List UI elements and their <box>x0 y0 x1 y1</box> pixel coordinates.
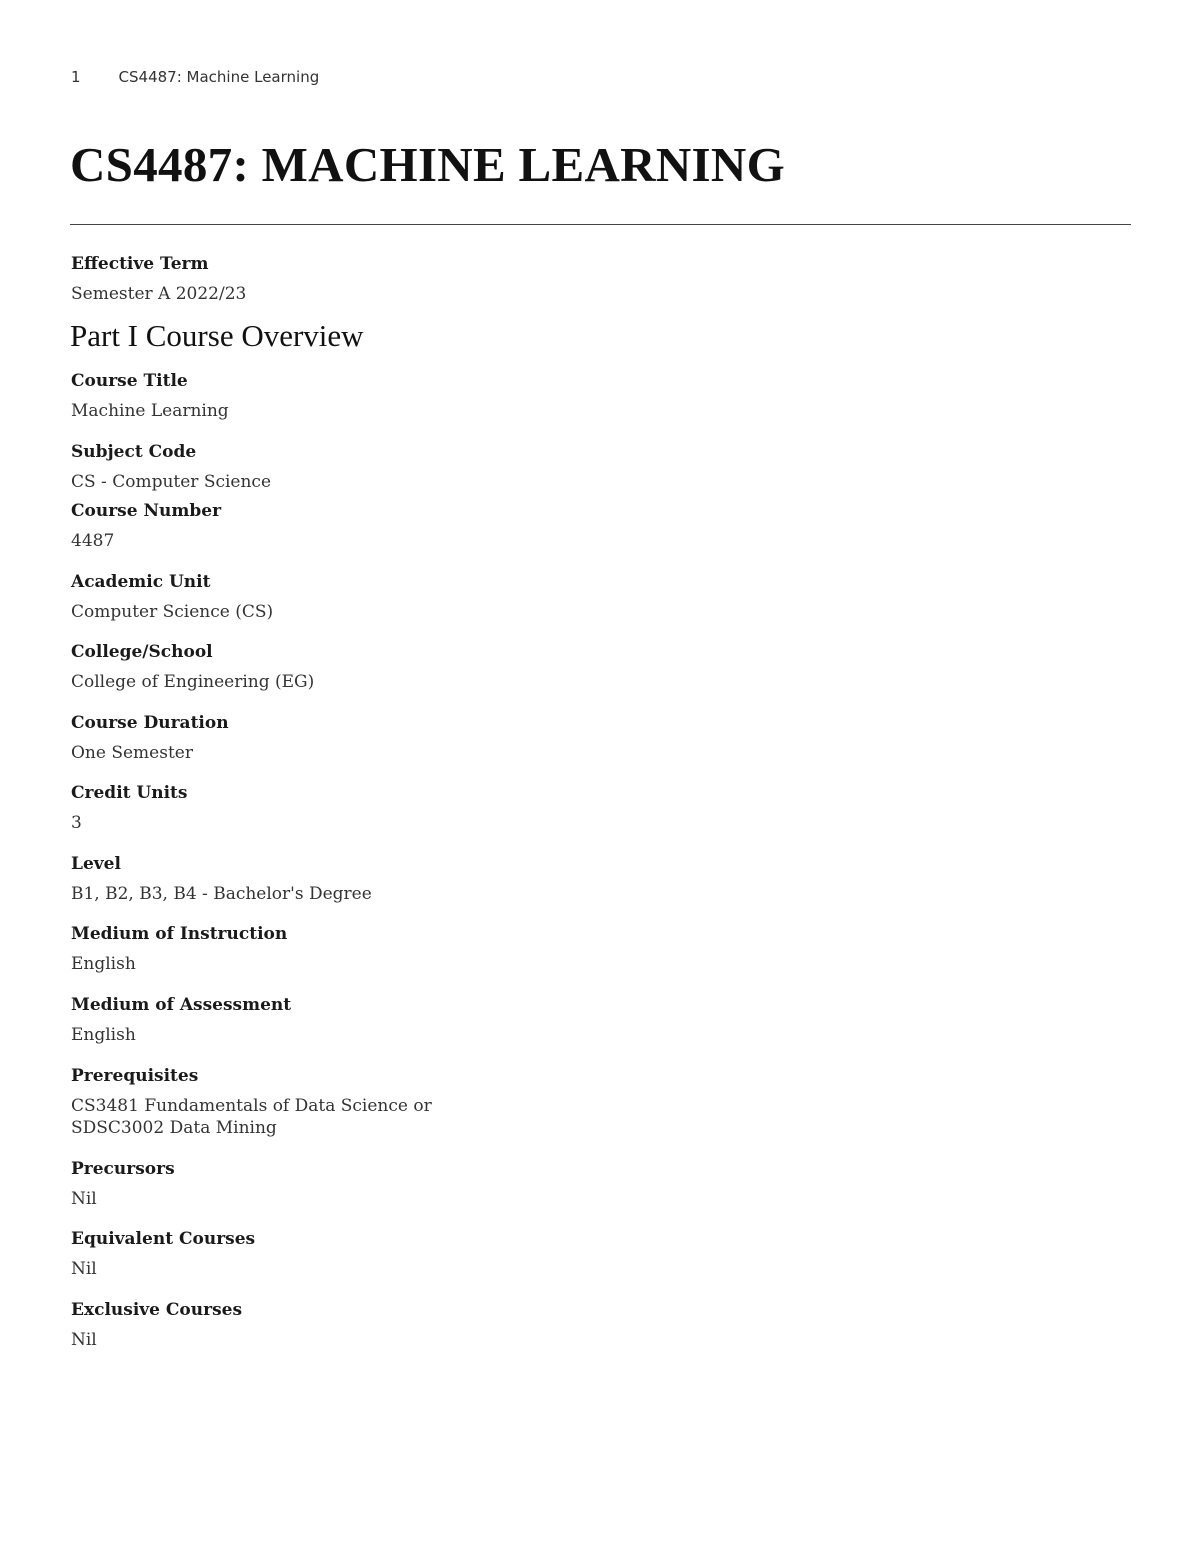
course-title-label: Course Title <box>71 371 188 391</box>
precursors-value: Nil <box>71 1189 97 1209</box>
precursors-label: Precursors <box>71 1159 175 1179</box>
course-number-label: Course Number <box>71 501 222 521</box>
course-title-value: Machine Learning <box>71 401 229 421</box>
academic-unit-value: Computer Science (CS) <box>71 602 274 622</box>
subject-code-label: Subject Code <box>71 442 197 462</box>
level-value: B1, B2, B3, B4 - Bachelor's Degree <box>71 884 372 904</box>
prerequisites-value-line2: SDSC3002 Data Mining <box>71 1118 277 1138</box>
exclusive-courses-value: Nil <box>71 1330 97 1350</box>
medium-of-instruction-value: English <box>71 954 136 974</box>
credit-units-value: 3 <box>71 813 82 833</box>
course-duration-value: One Semester <box>71 743 193 763</box>
document-title: CS4487: MACHINE LEARNING <box>70 137 786 192</box>
exclusive-courses-label: Exclusive Courses <box>71 1300 243 1320</box>
level-label: Level <box>71 854 121 874</box>
equivalent-courses-value: Nil <box>71 1259 97 1279</box>
course-duration-label: Course Duration <box>71 713 229 733</box>
college-school-value: College of Engineering (EG) <box>71 672 315 692</box>
medium-of-assessment-value: English <box>71 1025 136 1045</box>
page-number: 1 <box>71 68 81 86</box>
course-number-value: 4487 <box>71 531 115 551</box>
title-divider <box>70 224 1131 225</box>
subject-code-value: CS - Computer Science <box>71 472 272 492</box>
running-title: CS4487: Machine Learning <box>118 68 320 86</box>
prerequisites-label: Prerequisites <box>71 1066 199 1086</box>
section-heading: Part I Course Overview <box>70 318 364 353</box>
academic-unit-label: Academic Unit <box>71 572 211 592</box>
prerequisites-value-line1: CS3481 Fundamentals of Data Science or <box>71 1096 432 1116</box>
medium-of-assessment-label: Medium of Assessment <box>71 995 292 1015</box>
medium-of-instruction-label: Medium of Instruction <box>71 924 288 944</box>
credit-units-label: Credit Units <box>71 783 188 803</box>
page-header <box>71 68 319 86</box>
college-school-label: College/School <box>71 642 213 662</box>
effective-term-label: Effective Term <box>71 254 209 274</box>
effective-term-value: Semester A 2022/23 <box>71 284 247 304</box>
equivalent-courses-label: Equivalent Courses <box>71 1229 256 1249</box>
